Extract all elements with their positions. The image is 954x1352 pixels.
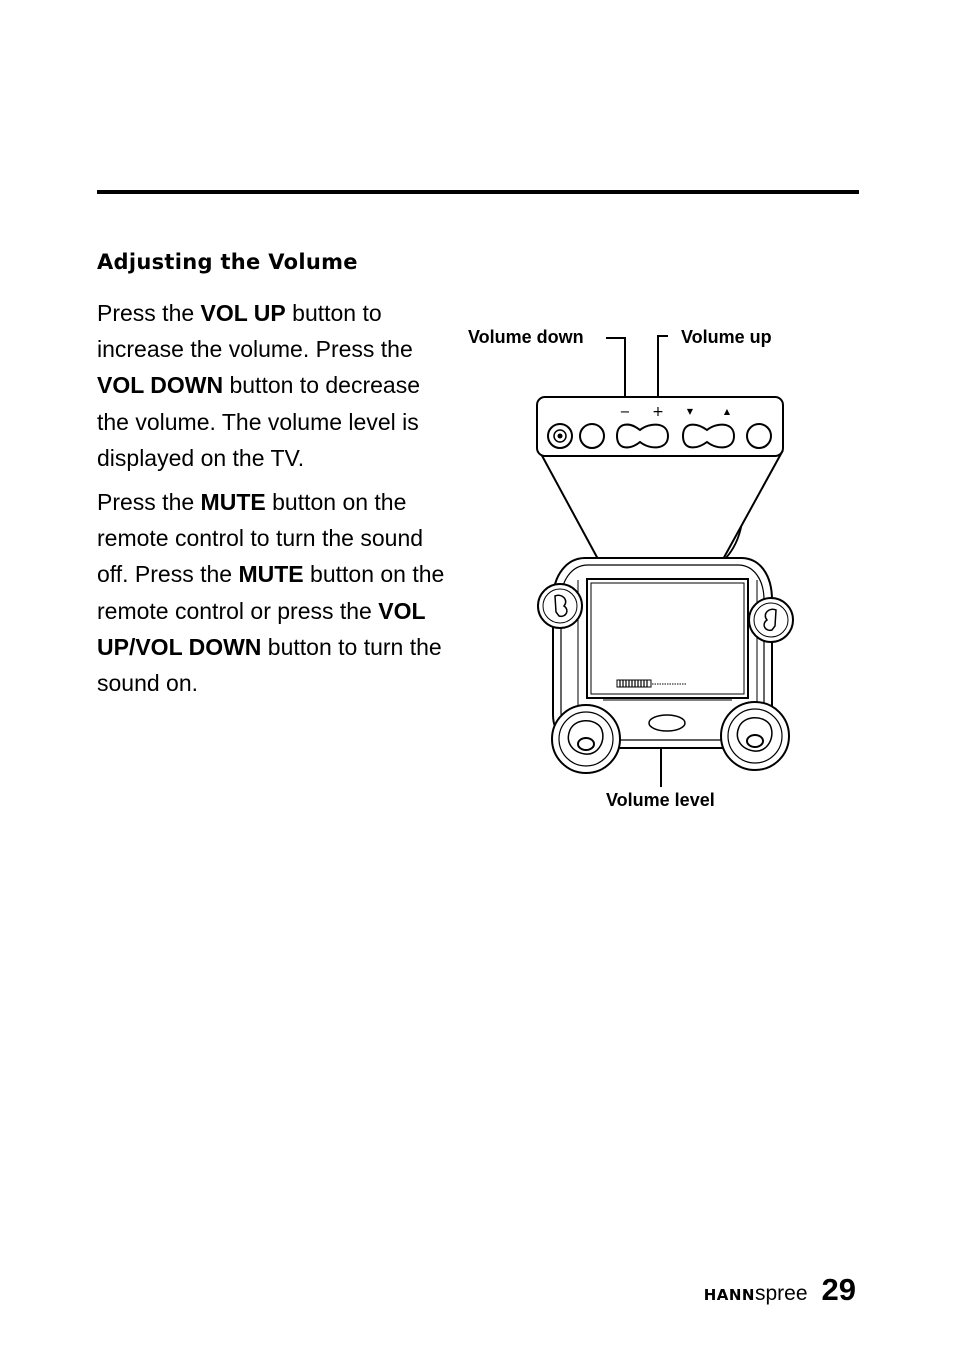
label-volume-level: Volume level	[606, 790, 715, 810]
volume-rocker-button	[617, 425, 668, 448]
speaker-bottom-right-icon	[721, 702, 789, 770]
channel-rocker-button	[683, 425, 734, 448]
paragraph-mute	[97, 484, 452, 701]
header-rule	[97, 190, 859, 194]
paragraph-volume-up-down	[97, 295, 452, 476]
text-run: button to decrease the volume. The volume level is displayed on the TV.	[97, 372, 420, 471]
bold-term-vol-down: VOL DOWN	[97, 372, 224, 399]
bold-term-vol-up-down: VOL UP/VOL DOWN	[97, 597, 426, 660]
label-volume-down: Volume down	[468, 327, 584, 347]
logo-badge	[649, 715, 685, 731]
text-run: Press the	[97, 300, 201, 326]
minus-icon: −	[619, 405, 631, 420]
speaker-bottom-left-icon	[552, 705, 620, 773]
page-number: 29	[821, 1272, 856, 1307]
magnification-wedge	[540, 452, 782, 572]
tv-screen	[587, 579, 748, 698]
input-button	[747, 424, 771, 448]
text-run: button on the remote control to turn the sound off. Press the	[97, 489, 424, 588]
bold-term-mute: MUTE	[200, 489, 266, 515]
menu-button	[580, 424, 604, 448]
label-volume-up: Volume up	[681, 327, 772, 347]
brand-logo-light: spree	[754, 1282, 808, 1305]
text-run: button to increase the volume. Press the	[97, 300, 413, 363]
section-heading: Adjusting the Volume	[97, 250, 358, 274]
plus-icon: +	[652, 404, 664, 420]
bold-term-vol-up: VOL UP	[200, 300, 286, 326]
callout-line-volume-up	[658, 336, 668, 403]
tv-volume-diagram	[460, 318, 800, 818]
speaker-top-right-icon	[749, 598, 793, 642]
callout-line-volume-down	[606, 338, 625, 403]
text-run: button to turn the sound on.	[97, 633, 442, 697]
tv-button-panel	[537, 397, 783, 456]
power-indicator-icon	[558, 434, 563, 439]
channel-up-icon: ▲	[723, 407, 731, 416]
bold-term-mute: MUTE	[238, 561, 304, 588]
channel-down-icon: ▼	[686, 407, 694, 416]
text-run: Press the	[97, 489, 201, 515]
speaker-top-left-icon	[538, 584, 582, 628]
text-run: button on the remote control or press the	[97, 561, 445, 624]
page-footer	[704, 1272, 856, 1312]
brand-logo-bold: HANN	[703, 1286, 755, 1304]
